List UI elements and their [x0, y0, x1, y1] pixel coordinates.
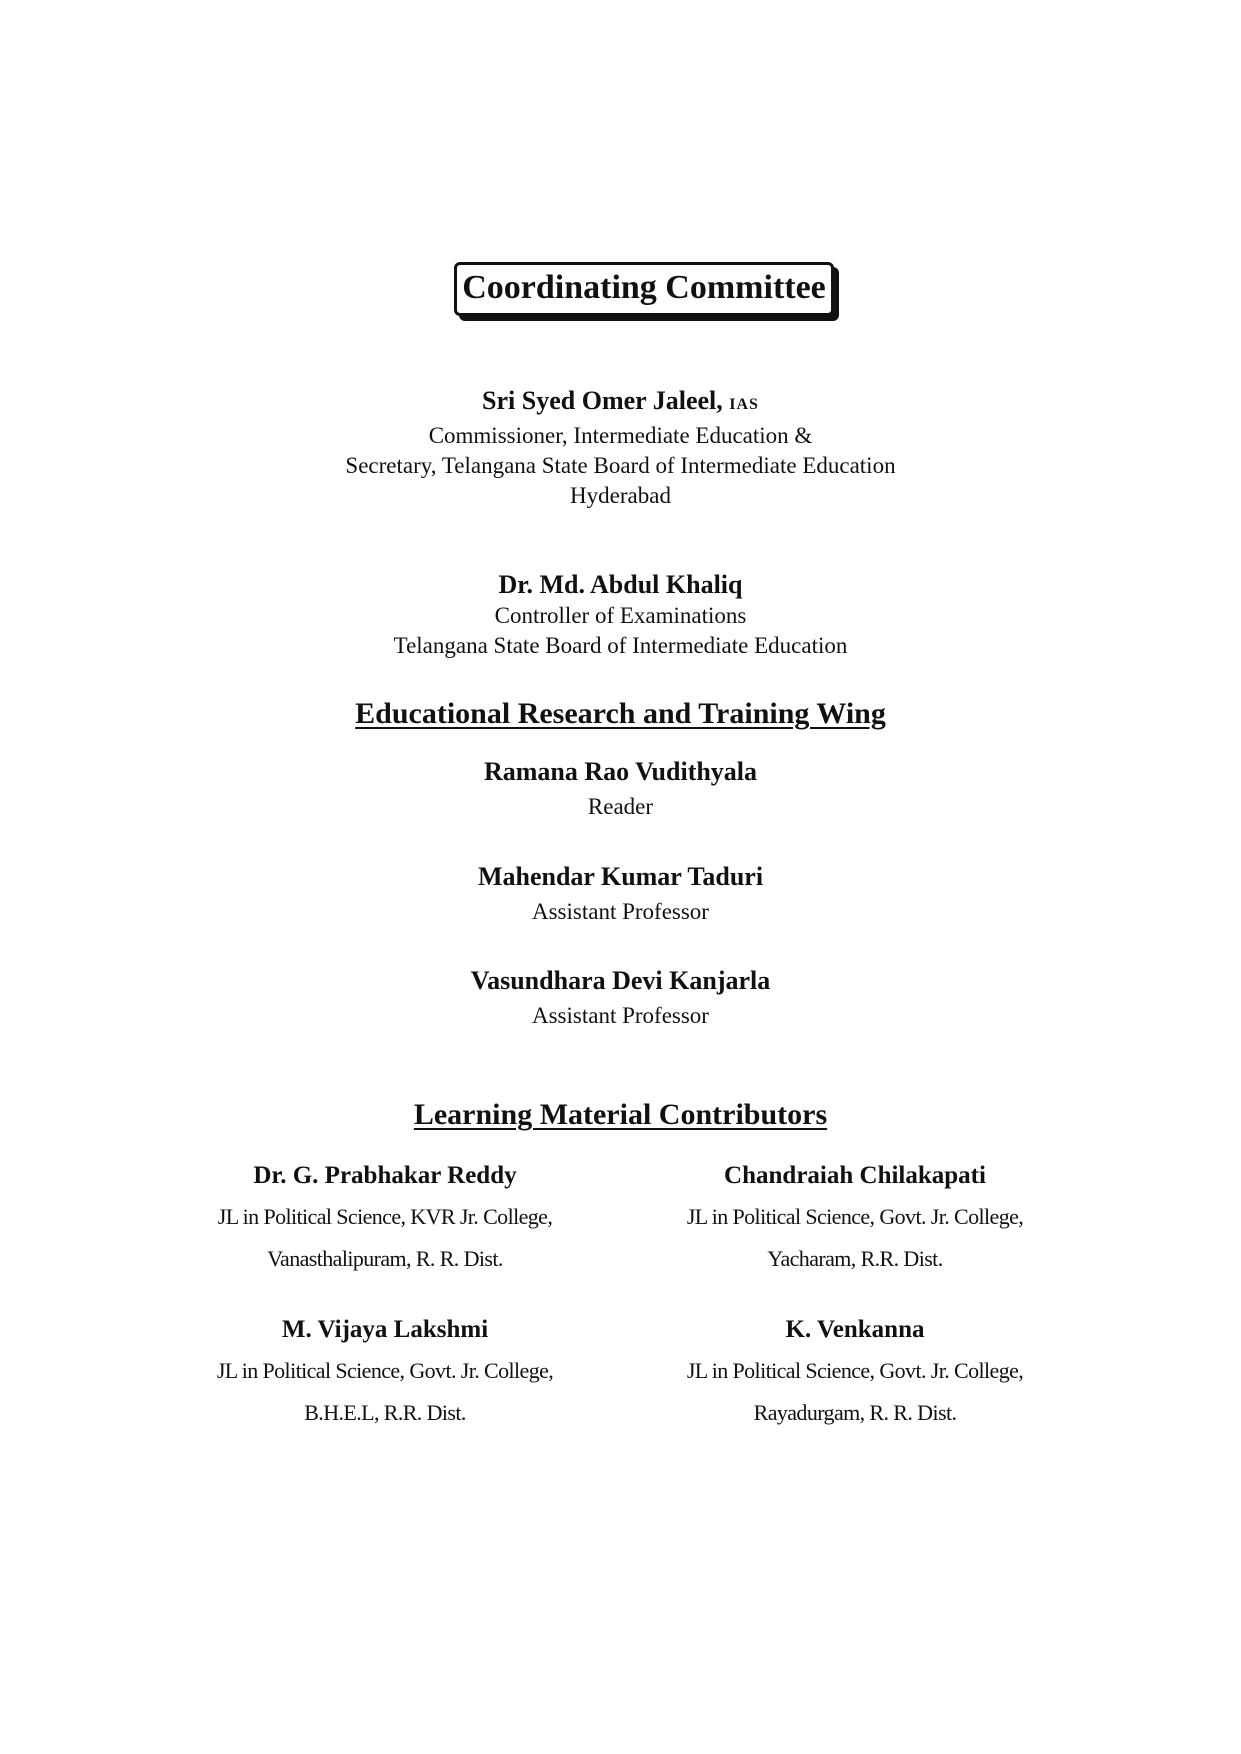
contributor-position: JL in Political Science, KVR Jr. College,: [217, 1204, 553, 1229]
contributor-name: Dr. G. Prabhakar Reddy: [253, 1162, 517, 1189]
contributor-location: Vanasthalipuram, R. R. Dist.: [267, 1246, 503, 1271]
contributor-card: [170, 1160, 600, 1280]
member-organization: Telangana State Board of Intermediate Education: [393, 633, 848, 658]
ertw-member: [0, 965, 1241, 1031]
member-name-suffix: IAS: [729, 396, 759, 413]
contributor-position: JL in Political Science, Govt. Jr. College,: [686, 1204, 1024, 1229]
contributor-location: Yacharam, R.R. Dist.: [767, 1246, 943, 1271]
coordinating-committee-title: Coordinating Committee: [454, 262, 834, 316]
contributor-card: [170, 1314, 600, 1434]
member-name: [0, 385, 1241, 421]
ertw-heading: Educational Research and Training Wing: [355, 697, 886, 730]
member-role: Assistant Professor: [532, 1003, 709, 1028]
ertw-member: [0, 756, 1241, 822]
contributor-location: B.H.E.L, R.R. Dist.: [304, 1400, 466, 1425]
member-designation: Commissioner, Intermediate Education &: [428, 423, 813, 448]
member-designation: Secretary, Telangana State Board of Intermediate Education: [345, 453, 896, 478]
contributor-card: [640, 1314, 1070, 1434]
member-role: Reader: [587, 794, 654, 819]
member-name: Dr. Md. Abdul Khaliq: [498, 570, 743, 599]
member-controller: [0, 569, 1241, 661]
ertw-member: [0, 861, 1241, 927]
member-commissioner: [0, 385, 1241, 511]
member-name: Mahendar Kumar Taduri: [477, 862, 764, 891]
contributor-name: M. Vijaya Lakshmi: [281, 1316, 489, 1343]
contributor-name: Chandraiah Chilakapati: [724, 1162, 986, 1189]
contributor-location: Rayadurgam, R. R. Dist.: [753, 1400, 957, 1425]
contributor-position: JL in Political Science, Govt. Jr. College,: [216, 1358, 554, 1383]
member-name: Vasundhara Devi Kanjarla: [470, 966, 771, 995]
member-location: Hyderabad: [570, 483, 671, 508]
contributors-heading: Learning Material Contributors: [413, 1098, 828, 1131]
contributor-card: [640, 1160, 1070, 1280]
contributor-position: JL in Political Science, Govt. Jr. College,: [686, 1358, 1024, 1383]
member-name-text: Sri Syed Omer Jaleel,: [482, 386, 723, 415]
contributor-name: K. Venkanna: [785, 1316, 925, 1343]
member-role: Assistant Professor: [532, 899, 709, 924]
member-designation: Controller of Examinations: [494, 603, 747, 628]
member-name: Ramana Rao Vudithyala: [483, 757, 758, 786]
